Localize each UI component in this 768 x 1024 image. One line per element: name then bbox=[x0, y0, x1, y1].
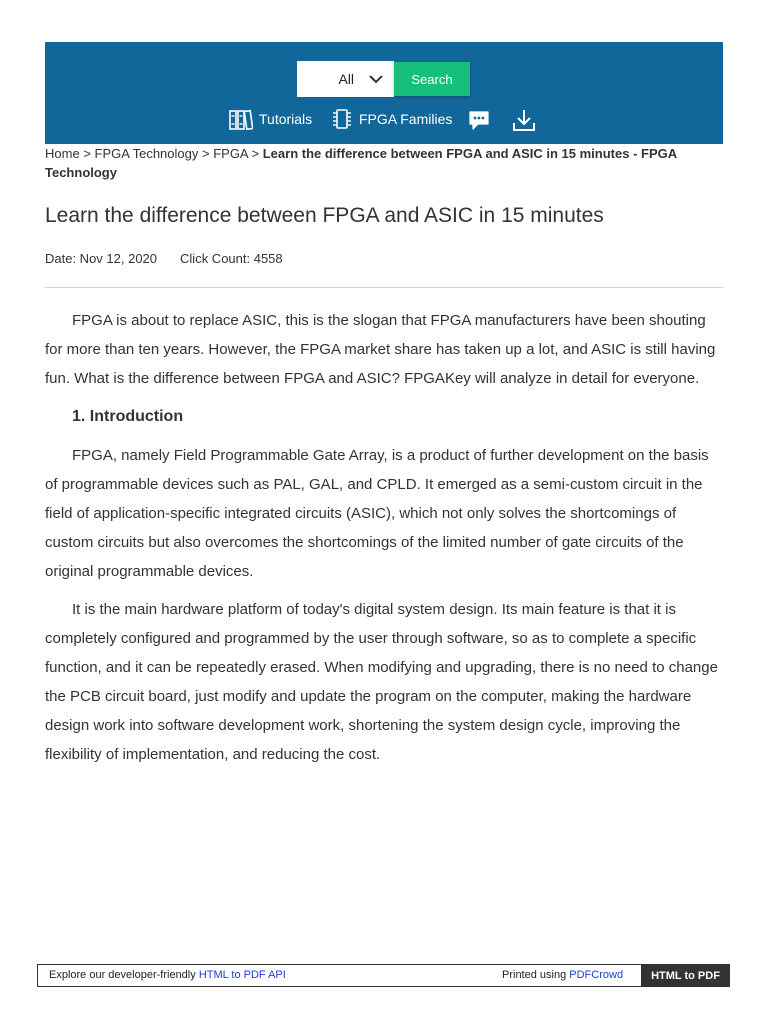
download-icon bbox=[512, 108, 536, 132]
books-icon bbox=[229, 108, 253, 130]
article-date: Date: Nov 12, 2020 bbox=[45, 251, 158, 266]
breadcrumb-home[interactable]: Home bbox=[45, 146, 80, 161]
chat-icon bbox=[467, 109, 491, 131]
nav-fpga-families[interactable] bbox=[332, 108, 452, 130]
pdfcrowd-link[interactable]: PDFCrowd bbox=[569, 969, 624, 981]
breadcrumb-separator: > bbox=[201, 146, 210, 161]
divider bbox=[45, 287, 723, 288]
nav-download[interactable] bbox=[512, 108, 536, 132]
footer-explore-text: Explore our developer-friendly bbox=[49, 969, 196, 981]
breadcrumb-separator: > bbox=[251, 146, 260, 161]
html-to-pdf-api-link[interactable]: HTML to PDF API bbox=[198, 969, 286, 981]
search-button[interactable]: Search bbox=[394, 62, 470, 96]
body-paragraph: FPGA, namely Field Programmable Gate Array, is a product of further development on the basis of programmable devices such as PAL, GAL, and CPLD. It emerged as a semi-custom circuit in the field of application-specific integrated circuits (ASIC), which not only solves the shortcomings of custom circuits but also overcomes the shortcomings of the limited number of gate circuits of the original programmable devices. bbox=[45, 447, 709, 580]
breadcrumb-current: Learn the difference between FPGA and ASIC in 15 minutes - FPGA Technology bbox=[45, 146, 677, 180]
section-heading: 1. Introduction bbox=[72, 408, 184, 425]
page-title: Learn the difference between FPGA and ASIC in 15 minutes bbox=[45, 204, 604, 227]
html-to-pdf-badge[interactable]: HTML to PDF bbox=[641, 964, 730, 987]
intro-paragraph: FPGA is about to replace ASIC, this is the slogan that FPGA manufacturers have been shouting for more than ten years. However, the FPGA market share has taken up a lot, and ASIC is still having fun. What is the difference between FPGA and ASIC? FPGAKey will analyze in detail for everyone. bbox=[45, 312, 716, 387]
nav-tutorials[interactable] bbox=[229, 108, 312, 130]
category-select[interactable] bbox=[297, 61, 394, 97]
footer-explore bbox=[49, 969, 286, 981]
body-paragraph: It is the main hardware platform of today's digital system design. Its main feature is that it is completely configured and programmed by the user through software, so as to complete a specific function, and it can be repeatedly erased. When modifying and upgrading, there is no need to change the PCB circuit board, just modify and update the program on the computer, making the hardware design work into software development work, shortening the system design cycle, improving the flexibility of implementation, and reducing the cost. bbox=[45, 601, 718, 763]
nav-fpga-families-label: FPGA Families bbox=[359, 111, 453, 127]
breadcrumb-fpga-technology[interactable]: FPGA Technology bbox=[94, 146, 199, 161]
nav-chat[interactable] bbox=[467, 109, 491, 131]
article-body bbox=[45, 306, 725, 778]
footer-printed-text: Printed using bbox=[502, 969, 567, 981]
site-header bbox=[45, 42, 723, 144]
breadcrumb-fpga[interactable]: FPGA bbox=[213, 146, 248, 161]
click-count: Click Count: 4558 bbox=[180, 251, 283, 266]
category-select-value: All bbox=[338, 71, 354, 87]
nav-tutorials-label: Tutorials bbox=[259, 111, 313, 127]
chip-icon bbox=[332, 108, 352, 130]
breadcrumb bbox=[45, 144, 725, 182]
chevron-down-icon bbox=[368, 71, 384, 87]
footer-printed bbox=[502, 969, 623, 981]
breadcrumb-separator: > bbox=[83, 146, 91, 161]
article-meta bbox=[45, 250, 283, 268]
search-bar bbox=[297, 61, 470, 97]
header-nav bbox=[45, 108, 723, 134]
pdfcrowd-footer bbox=[37, 964, 730, 987]
